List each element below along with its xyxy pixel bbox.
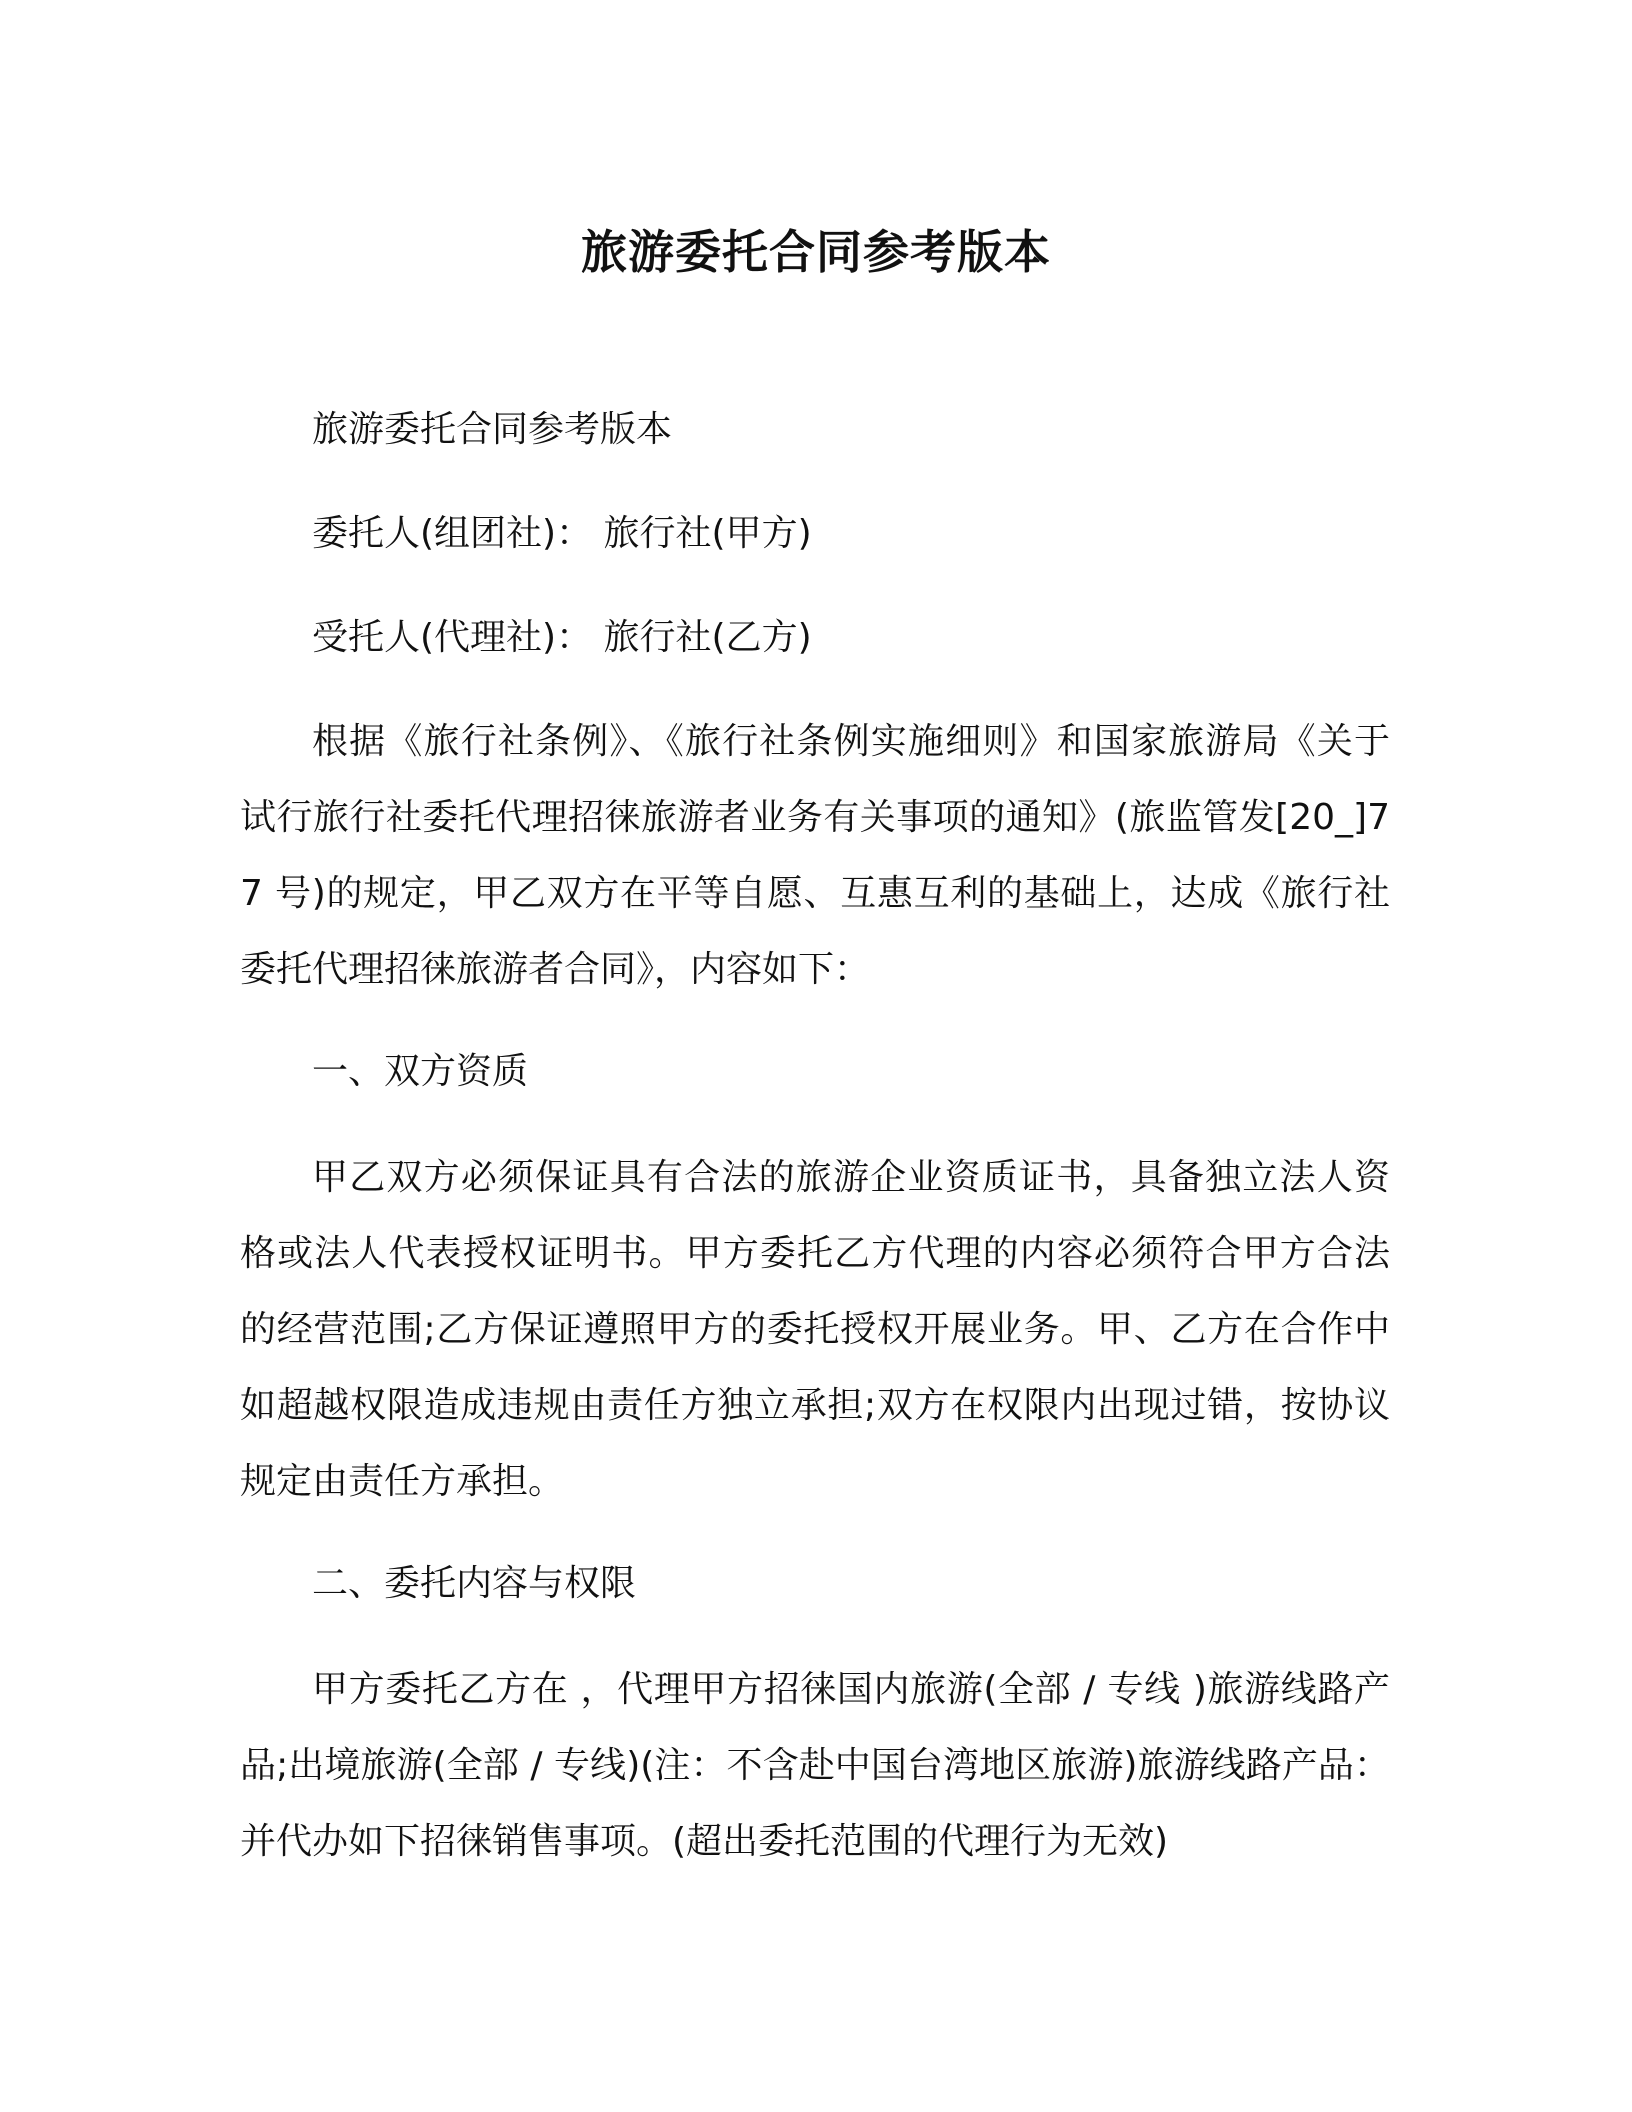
qualification-paragraph: 甲乙双方必须保证具有合法的旅游企业资质证书，具备独立法人资格或法人代表授权证明书。甲方委托乙方代理的内容必须符合甲方合法的经营范围;乙方保证遵照甲方的委托授权开展业务。甲、乙方在合作中如超越权限造成违规由责任方独立承担;双方在权限内出现过错，按协议规定由责任方承担。 (240, 1157, 1390, 1502)
document-title: 旅游委托合同参考版本 (581, 225, 1051, 279)
section-heading-1: 一、双方资质 (312, 1051, 529, 1092)
subtitle-paragraph: 旅游委托合同参考版本 (312, 409, 673, 450)
entrustment-paragraph: 甲方委托乙方在 ，代理甲方招徕国内旅游(全部 / 专线 )旅游线路产品;出境旅游(全部 / 专线)(注：不含赴中国台湾地区旅游)旅游线路产品：并代办如下招徕销售事项。(超出委托范围的代理行为无效) (240, 1669, 1390, 1862)
agent-party-line: 受托人(代理社)： 旅行社(乙方) (312, 617, 812, 658)
preamble-paragraph: 根据《旅行社条例》、《旅行社条例实施细则》和国家旅游局《关于试行旅行社委托代理招徕旅游者业务有关事项的通知》(旅监管发[20_]77 号)的规定，甲乙双方在平等自愿、互惠互利的基础上，达成《旅行社委托代理招徕旅游者合同》，内容如下： (240, 721, 1390, 990)
section-heading-2: 二、委托内容与权限 (312, 1563, 637, 1604)
client-party-line: 委托人(组团社)： 旅行社(甲方) (312, 513, 812, 554)
document-body (240, 392, 1390, 1906)
